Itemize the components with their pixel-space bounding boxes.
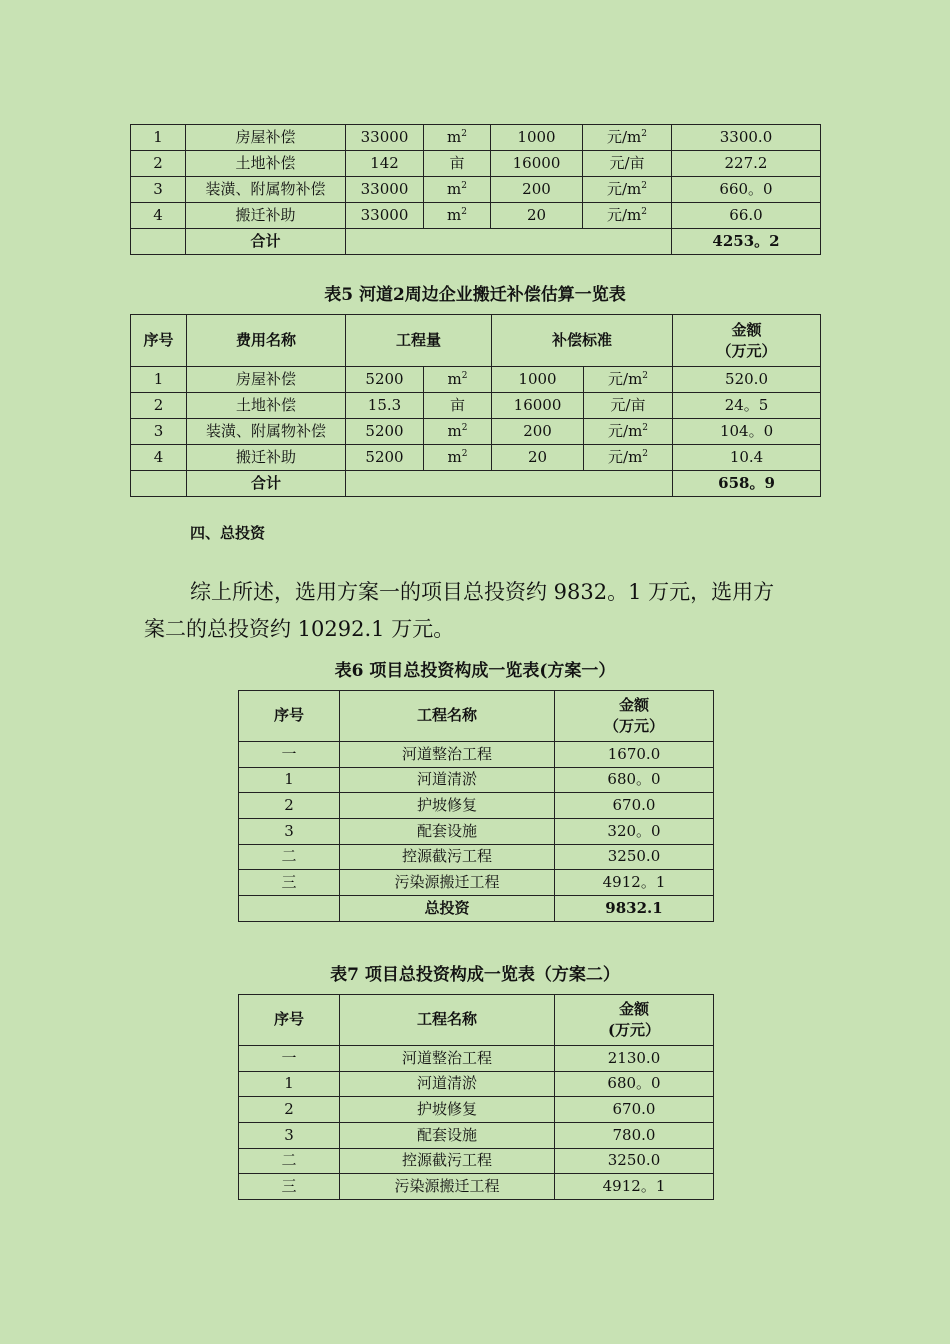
row-number-text: 3: [153, 179, 163, 198]
project-name-text: 配套设施: [416, 821, 477, 840]
row-number: [131, 367, 187, 393]
standard-unit-superscript: 2: [642, 448, 649, 459]
header-amount-line2: （万元）: [603, 717, 664, 735]
cost-name-text: 土地补偿: [235, 153, 296, 172]
project-name: [340, 844, 555, 870]
standard-unit: [584, 445, 673, 471]
project-name: [340, 819, 555, 845]
amount-text: 670.0: [612, 1100, 656, 1119]
amount-text: 680。0: [607, 770, 661, 789]
project-name: [340, 1097, 555, 1123]
amount: [555, 844, 714, 870]
quantity-unit-text: 亩: [450, 395, 466, 414]
table-row: [239, 870, 714, 896]
row-number-text: 1: [153, 127, 163, 146]
table5-caption: 表5 河道2周边企业搬迁补偿估算一览表: [324, 285, 626, 305]
project-name-text: 污染源搬迁工程: [394, 873, 500, 892]
standard-unit-superscript: 2: [641, 180, 647, 191]
row-number-text: 1: [284, 770, 294, 789]
header-amount: [555, 995, 714, 1046]
amount: [673, 445, 821, 471]
summary-line-2: 案二的总投资约 10292.1 万元。: [144, 617, 455, 641]
cost-name: [187, 367, 346, 393]
amount: [555, 819, 714, 845]
table-row: [131, 419, 821, 445]
standard-text: 16000: [513, 395, 562, 414]
project-name: [340, 1071, 555, 1097]
cost-name: [186, 151, 346, 177]
amount: [672, 203, 821, 229]
amount-text: 24。5: [724, 395, 769, 414]
project-name: [340, 793, 555, 819]
project-name-text: 护坡修复: [416, 796, 477, 815]
row-number: [131, 151, 186, 177]
amount-text: 680。0: [607, 1074, 661, 1093]
standard-unit: [583, 177, 672, 203]
amount: [672, 151, 821, 177]
row-number: [239, 793, 340, 819]
table7-caption: 表7 项目总投资构成一览表（方案二）: [330, 965, 620, 985]
standard-unit: [584, 393, 673, 419]
amount-text: 104。0: [719, 421, 774, 440]
quantity-unit: [424, 203, 491, 229]
table4-tail: [130, 124, 821, 255]
header-amount-line1: 金额: [731, 320, 762, 339]
table6-total-row: [239, 896, 714, 922]
amount: [555, 1097, 714, 1123]
total-amount: 4253。2: [672, 229, 821, 255]
row-number: [239, 742, 340, 768]
standard-unit-superscript: 2: [642, 370, 649, 381]
section-heading: 四、总投资: [190, 524, 266, 542]
row-number-text: 二: [281, 1151, 297, 1170]
table5-total-row: [131, 471, 821, 497]
quantity-unit-superscript: 2: [461, 370, 468, 381]
table-row: [239, 1071, 714, 1097]
table-row: [131, 125, 821, 151]
standard-unit-text: 元/m: [608, 421, 643, 440]
standard: [491, 151, 583, 177]
standard-unit: [583, 125, 672, 151]
project-name-text: 污染源搬迁工程: [394, 1177, 500, 1196]
quantity-unit: [424, 177, 491, 203]
standard-unit-text: 元/m: [608, 447, 643, 466]
standard-unit-text: 元/m: [606, 205, 642, 224]
total-empty-span: [346, 471, 673, 497]
total-empty-cell: [131, 229, 186, 255]
standard-unit-superscript: 2: [641, 128, 647, 139]
row-number: [131, 445, 187, 471]
table7: [238, 994, 714, 1200]
table6-caption: 表6 项目总投资构成一览表(方案一）: [334, 661, 616, 681]
row-number: [239, 1174, 340, 1200]
standard-text: 200: [523, 421, 552, 440]
amount: [673, 419, 821, 445]
standard-text: 20: [526, 205, 547, 224]
total-empty-cell: [239, 896, 340, 922]
standard: [492, 367, 584, 393]
table-row: [239, 793, 714, 819]
amount-text: 227.2: [724, 153, 768, 172]
cost-name-text: 搬迁补助: [235, 205, 296, 224]
project-name-text: 河道整治工程: [401, 744, 492, 763]
project-name: [340, 767, 555, 793]
standard-text: 16000: [512, 153, 561, 172]
row-number: [239, 1046, 340, 1072]
amount: [673, 367, 821, 393]
quantity-text: 33000: [360, 205, 409, 224]
amount-text: 320。0: [607, 821, 661, 840]
row-number-text: 一: [281, 1048, 297, 1067]
row-number-text: 1: [153, 369, 164, 388]
standard-text: 1000: [517, 127, 556, 146]
amount: [555, 793, 714, 819]
quantity-text: 15.3: [367, 395, 402, 414]
project-name-text: 控源截污工程: [401, 847, 492, 866]
project-name-text: 配套设施: [416, 1125, 477, 1144]
row-number: [239, 1148, 340, 1174]
table-row: [239, 767, 714, 793]
amount: [555, 742, 714, 768]
row-number: [131, 177, 186, 203]
project-name-text: 河道整治工程: [401, 1048, 492, 1067]
project-name: [340, 1148, 555, 1174]
quantity: [346, 125, 424, 151]
quantity-unit: [424, 125, 491, 151]
table-row: [131, 367, 821, 393]
quantity-text: 33000: [360, 179, 409, 198]
row-number: [131, 125, 186, 151]
quantity-unit-text: m: [447, 421, 462, 440]
table-row: [131, 177, 821, 203]
total-label: 总投资: [340, 896, 555, 922]
amount: [555, 870, 714, 896]
quantity-unit-text: 亩: [449, 153, 465, 172]
header-no: 序号: [131, 315, 187, 367]
amount: [555, 1174, 714, 1200]
standard-unit-text: 元/亩: [610, 395, 646, 414]
project-name: [340, 870, 555, 896]
table-row: [239, 1123, 714, 1149]
amount: [555, 1123, 714, 1149]
quantity-unit-superscript: 2: [461, 180, 467, 191]
table7-header-row: [239, 995, 714, 1046]
header-name: 工程名称: [340, 691, 555, 742]
amount-text: 3250.0: [607, 847, 661, 866]
standard-unit-text: 元/m: [606, 127, 642, 146]
table5: [130, 314, 821, 497]
quantity-unit-superscript: 2: [461, 448, 468, 459]
standard: [492, 445, 584, 471]
project-name-text: 河道清淤: [416, 1074, 477, 1093]
cost-name: [187, 419, 346, 445]
row-number-text: 4: [153, 205, 163, 224]
row-number-text: 2: [153, 395, 164, 414]
total-empty-cell: [131, 471, 187, 497]
header-no: 序号: [239, 691, 340, 742]
quantity-unit-text: m: [447, 447, 462, 466]
row-number-text: 1: [284, 1074, 294, 1093]
total-label: 合计: [186, 229, 346, 255]
row-number: [239, 819, 340, 845]
table-row: [239, 1046, 714, 1072]
standard: [491, 177, 583, 203]
table-row: [239, 1097, 714, 1123]
row-number: [239, 1097, 340, 1123]
standard-unit-superscript: 2: [642, 422, 649, 433]
row-number-text: 2: [284, 1100, 294, 1119]
quantity: [346, 393, 424, 419]
cost-name-text: 装潢、附属物补偿: [205, 421, 326, 440]
amount: [555, 767, 714, 793]
cost-name-text: 装潢、附属物补偿: [205, 179, 326, 198]
amount-text: 660。0: [719, 179, 773, 198]
total-amount: 9832.1: [555, 896, 714, 922]
table-row: [131, 393, 821, 419]
standard: [491, 203, 583, 229]
row-number: [131, 393, 187, 419]
summary-line-1: 综上所述，选用方案一的项目总投资约 9832。1 万元，选用方: [190, 580, 775, 604]
header-name: 工程名称: [340, 995, 555, 1046]
amount-text: 3300.0: [719, 127, 773, 146]
row-number-text: 2: [153, 153, 163, 172]
amount: [555, 1148, 714, 1174]
standard: [492, 393, 584, 419]
row-number-text: 4: [153, 447, 164, 466]
standard: [491, 125, 583, 151]
header-no: 序号: [239, 995, 340, 1046]
standard-text: 20: [527, 447, 548, 466]
amount: [672, 125, 821, 151]
table-row: [131, 203, 821, 229]
amount-text: 2130.0: [607, 1048, 661, 1067]
cost-name-text: 房屋补偿: [235, 127, 296, 146]
standard-unit: [584, 367, 673, 393]
row-number-text: 3: [153, 421, 164, 440]
project-name-text: 控源截污工程: [401, 1151, 492, 1170]
quantity: [346, 367, 424, 393]
quantity-unit: [424, 419, 492, 445]
header-amount-line1: 金额: [618, 696, 649, 714]
quantity: [346, 151, 424, 177]
row-number: [131, 203, 186, 229]
cost-name: [187, 445, 346, 471]
quantity: [346, 177, 424, 203]
standard-unit: [584, 419, 673, 445]
amount-text: 780.0: [612, 1125, 656, 1144]
standard-unit: [583, 203, 672, 229]
project-name: [340, 1046, 555, 1072]
quantity-unit-text: m: [447, 369, 462, 388]
table-row: [239, 1174, 714, 1200]
standard-text: 1000: [518, 369, 557, 388]
project-name: [340, 1123, 555, 1149]
quantity: [346, 419, 424, 445]
summary-paragraph: [144, 574, 814, 648]
amount-text: 520.0: [725, 369, 768, 388]
amount-text: 4912。1: [602, 873, 666, 892]
quantity-unit-superscript: 2: [461, 422, 468, 433]
row-number: [239, 767, 340, 793]
standard-unit-text: 元/m: [606, 179, 642, 198]
row-number: [239, 844, 340, 870]
header-amount-line2: (万元）: [607, 1021, 661, 1039]
row-number-text: 一: [281, 744, 297, 763]
cost-name-text: 土地补偿: [235, 395, 296, 414]
quantity-unit-superscript: 2: [461, 128, 467, 139]
header-amount-line2: （万元）: [716, 341, 777, 360]
row-number-text: 2: [284, 796, 294, 815]
row-number-text: 三: [281, 1177, 297, 1196]
header-amount: [673, 315, 821, 367]
standard: [492, 419, 584, 445]
row-number-text: 3: [284, 821, 294, 840]
quantity-unit: [424, 151, 491, 177]
table-row: [239, 742, 714, 768]
cost-name-text: 房屋补偿: [235, 369, 296, 388]
row-number-text: 三: [281, 873, 297, 892]
header-std: 补偿标准: [492, 315, 673, 367]
table4-total-row: [131, 229, 821, 255]
standard-unit-text: 元/亩: [609, 153, 645, 172]
amount-text: 4912。1: [602, 1177, 666, 1196]
amount-text: 670.0: [612, 796, 656, 815]
table-row: [239, 1148, 714, 1174]
project-name-text: 河道清淤: [416, 770, 477, 789]
row-number-text: 3: [284, 1125, 294, 1144]
project-name: [340, 742, 555, 768]
header-amount-line1: 金额: [618, 1000, 649, 1018]
quantity: [346, 203, 424, 229]
quantity-unit-text: m: [447, 127, 462, 146]
header-amount: [555, 691, 714, 742]
row-number: [239, 1123, 340, 1149]
row-number: [239, 1071, 340, 1097]
quantity-unit: [424, 393, 492, 419]
row-number: [131, 419, 187, 445]
standard-unit: [583, 151, 672, 177]
quantity-unit: [424, 367, 492, 393]
table-row: [239, 819, 714, 845]
quantity-unit: [424, 445, 492, 471]
quantity-text: 142: [370, 153, 399, 172]
amount-text: 66.0: [729, 205, 763, 224]
amount-text: 3250.0: [607, 1151, 661, 1170]
table-row: [131, 151, 821, 177]
table5-header-row: [131, 315, 821, 367]
cost-name: [186, 203, 346, 229]
table6-header-row: [239, 691, 714, 742]
amount-text: 1670.0: [607, 744, 661, 763]
quantity-text: 5200: [365, 447, 404, 466]
cost-name: [187, 393, 346, 419]
header-name: 费用名称: [187, 315, 346, 367]
quantity-text: 33000: [360, 127, 409, 146]
total-label: 合计: [187, 471, 346, 497]
table-row: [239, 844, 714, 870]
standard-unit-text: 元/m: [608, 369, 643, 388]
quantity-unit-superscript: 2: [461, 206, 467, 217]
cost-name: [186, 177, 346, 203]
quantity-unit-text: m: [447, 179, 462, 198]
amount: [555, 1046, 714, 1072]
amount: [555, 1071, 714, 1097]
total-empty-span: [346, 229, 672, 255]
project-name: [340, 1174, 555, 1200]
quantity-unit-text: m: [447, 205, 462, 224]
row-number: [239, 870, 340, 896]
amount-text: 10.4: [729, 447, 764, 466]
cost-name-text: 搬迁补助: [235, 447, 296, 466]
standard-unit-superscript: 2: [641, 206, 647, 217]
project-name-text: 护坡修复: [416, 1100, 477, 1119]
quantity-text: 5200: [365, 421, 404, 440]
header-qty: 工程量: [346, 315, 492, 367]
cost-name: [186, 125, 346, 151]
quantity-text: 5200: [365, 369, 404, 388]
row-number-text: 二: [281, 847, 297, 866]
table-row: [131, 445, 821, 471]
amount: [672, 177, 821, 203]
total-amount: 658。9: [673, 471, 821, 497]
table6: [238, 690, 714, 922]
amount: [673, 393, 821, 419]
standard-text: 200: [522, 179, 551, 198]
quantity: [346, 445, 424, 471]
